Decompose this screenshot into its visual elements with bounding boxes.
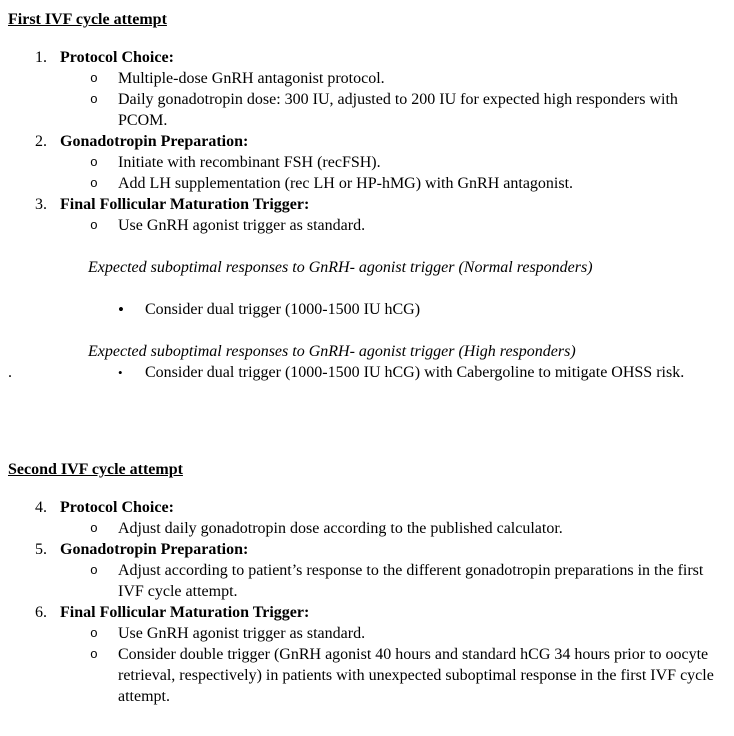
list-item-4 bbox=[8, 497, 727, 518]
bullet-text: Consider dual trigger (1000-1500 IU hCG) with Cabergoline to mitigate OHSS risk. bbox=[145, 364, 685, 381]
item-label-gonadotropin-preparation: Gonadotropin Preparation: bbox=[60, 133, 249, 150]
bullet-text: Initiate with recombinant FSH (recFSH). bbox=[118, 154, 381, 171]
bullet-text: Use GnRH agonist trigger as standard. bbox=[118, 217, 366, 234]
sub-bullet-row bbox=[8, 215, 727, 236]
item-label-protocol-choice: Protocol Choice: bbox=[60, 49, 174, 66]
item-label-final-trigger-2: Final Follicular Maturation Trigger: bbox=[60, 604, 310, 621]
list-number-2: 2. bbox=[35, 133, 47, 150]
list-number-3: 3. bbox=[35, 196, 47, 213]
item-label-gonadotropin-preparation-2: Gonadotropin Preparation: bbox=[60, 541, 249, 558]
sub-bullet-row bbox=[8, 89, 727, 131]
sub-bullet-row bbox=[8, 623, 727, 644]
circle-bullet-marker: o bbox=[90, 176, 98, 191]
list-item-2 bbox=[8, 131, 727, 152]
list-number-4: 4. bbox=[35, 499, 47, 516]
list-item-5 bbox=[8, 539, 727, 560]
note-normal-responders: Expected suboptimal responses to GnRH- agonist trigger (Normal responders) bbox=[88, 259, 593, 276]
disc-bullet-marker: • bbox=[118, 365, 123, 380]
sub-bullet-row bbox=[8, 518, 727, 539]
sub-bullet-row bbox=[8, 173, 727, 194]
bullet-text: Adjust daily gonadotropin dose according to the published calculator. bbox=[118, 520, 563, 537]
disc-bullet-row bbox=[8, 362, 727, 383]
bullet-text: Add LH supplementation (rec LH or HP-hMG) with GnRH antagonist. bbox=[118, 175, 574, 192]
list-number-1: 1. bbox=[35, 49, 47, 66]
circle-bullet-marker: o bbox=[90, 626, 98, 641]
sub-bullet-row bbox=[8, 152, 727, 173]
list-number-6: 6. bbox=[35, 604, 47, 621]
bullet-text: Consider dual trigger (1000-1500 IU hCG) bbox=[145, 301, 421, 318]
list-item-3 bbox=[8, 194, 727, 215]
circle-bullet-marker: o bbox=[90, 521, 98, 536]
sub-bullet-row bbox=[8, 560, 727, 602]
bullet-text: Multiple-dose GnRH antagonist protocol. bbox=[118, 70, 385, 87]
list-item-6 bbox=[8, 602, 727, 623]
circle-bullet-marker: o bbox=[90, 218, 98, 233]
list-number-5: 5. bbox=[35, 541, 47, 558]
circle-bullet-marker: o bbox=[90, 647, 98, 662]
bullet-text: Daily gonadotropin dose: 300 IU, adjusted to 200 IU for expected high responders with PCOM. bbox=[118, 91, 678, 129]
bullet-text: Consider double trigger (GnRH agonist 40 hours and standard hCG 34 hours prior to oocyte retrieval, respectively) in patients with unexpected suboptimal response in the first IVF cycle attempt. bbox=[118, 646, 714, 705]
note-high-responders: Expected suboptimal responses to GnRH- agonist trigger (High responders) bbox=[88, 343, 576, 360]
item-label-final-trigger: Final Follicular Maturation Trigger: bbox=[60, 196, 310, 213]
bullet-text: Adjust according to patient’s response to the different gonadotropin preparations in the first IVF cycle attempt. bbox=[118, 562, 704, 600]
section-heading-second-cycle: Second IVF cycle attempt bbox=[8, 461, 183, 478]
sub-bullet-row bbox=[8, 644, 727, 707]
list-item-1 bbox=[8, 47, 727, 68]
stray-period: . bbox=[8, 364, 12, 381]
circle-bullet-marker: o bbox=[90, 92, 98, 107]
sub-bullet-row bbox=[8, 68, 727, 89]
item-label-protocol-choice-2: Protocol Choice: bbox=[60, 499, 174, 516]
bullet-text: Use GnRH agonist trigger as standard. bbox=[118, 625, 366, 642]
circle-bullet-marker: o bbox=[90, 155, 98, 170]
circle-bullet-marker: o bbox=[90, 563, 98, 578]
circle-bullet-marker: o bbox=[90, 71, 98, 86]
section-heading-first-cycle: First IVF cycle attempt bbox=[8, 11, 167, 28]
disc-bullet-marker: • bbox=[118, 300, 124, 319]
disc-bullet-row bbox=[8, 299, 727, 320]
